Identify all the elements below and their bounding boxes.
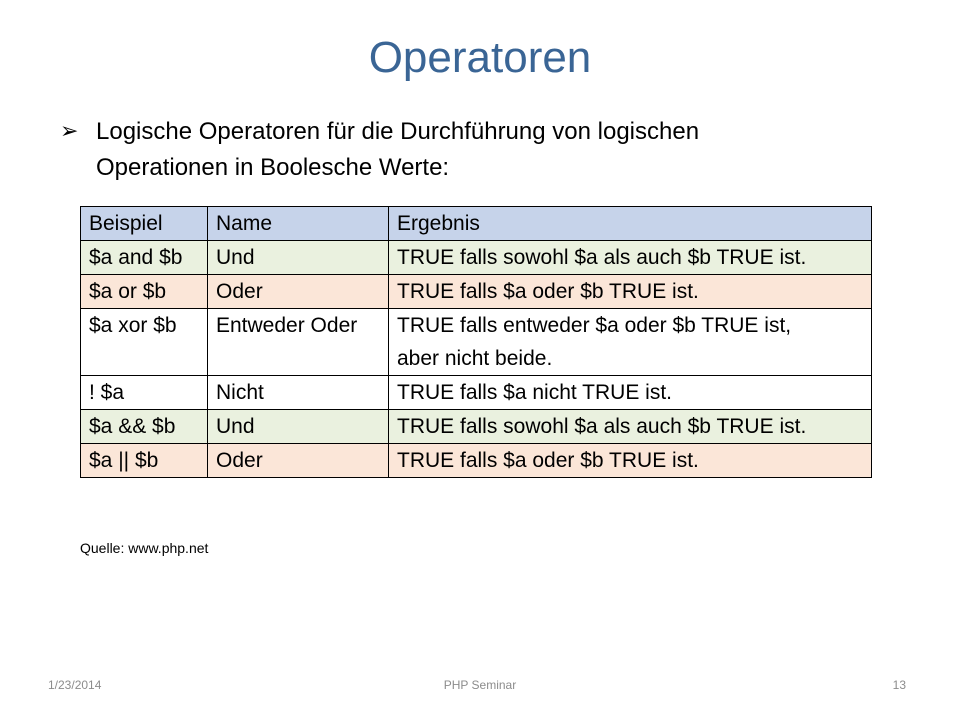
- cell-result: [389, 309, 872, 376]
- cell-result-line-2: aber nicht beide.: [397, 347, 553, 370]
- footer-date: 1/23/2014: [48, 678, 102, 692]
- cell-example: $a || $b: [81, 444, 208, 478]
- footer-title: PHP Seminar: [443, 678, 517, 692]
- table-header-row: [81, 207, 872, 241]
- source-note: Quelle: www.php.net: [80, 540, 209, 556]
- cell-result: TRUE falls sowohl $a als auch $b TRUE ist.: [389, 241, 872, 275]
- cell-result-line-1: TRUE falls entweder $a oder $b TRUE ist,: [397, 314, 792, 337]
- bullet-text: [96, 114, 880, 186]
- header-ergebnis: Ergebnis: [389, 207, 872, 241]
- table-row: [81, 444, 872, 478]
- cell-example: $a and $b: [81, 241, 208, 275]
- table-row: [81, 275, 872, 309]
- cell-name: Oder: [208, 444, 389, 478]
- cell-example: $a && $b: [81, 410, 208, 444]
- cell-name: Und: [208, 241, 389, 275]
- table-row: [81, 241, 872, 275]
- cell-name: Nicht: [208, 376, 389, 410]
- cell-name: Oder: [208, 275, 389, 309]
- bullet-line-2: Operationen in Boolesche Werte:: [96, 154, 450, 181]
- cell-example: ! $a: [81, 376, 208, 410]
- cell-example: $a or $b: [81, 275, 208, 309]
- arrow-bullet-icon: ➢: [60, 118, 79, 143]
- table-row: [81, 309, 872, 376]
- cell-example: $a xor $b: [81, 309, 208, 376]
- cell-result: TRUE falls $a oder $b TRUE ist.: [389, 275, 872, 309]
- cell-result: TRUE falls sowohl $a als auch $b TRUE ist.: [389, 410, 872, 444]
- slide-title: Operatoren: [368, 33, 592, 82]
- table-row: [81, 376, 872, 410]
- table-row: [81, 410, 872, 444]
- cell-name: Und: [208, 410, 389, 444]
- cell-result: TRUE falls $a nicht TRUE ist.: [389, 376, 872, 410]
- bullet-point: [60, 114, 880, 186]
- header-beispiel: Beispiel: [81, 207, 208, 241]
- header-name: Name: [208, 207, 389, 241]
- footer-page-number: 13: [892, 678, 906, 692]
- logical-operators-table: [80, 206, 872, 478]
- cell-result: TRUE falls $a oder $b TRUE ist.: [389, 444, 872, 478]
- cell-name: Entweder Oder: [208, 309, 389, 376]
- bullet-line-1: Logische Operatoren für die Durchführung von logischen: [96, 118, 700, 145]
